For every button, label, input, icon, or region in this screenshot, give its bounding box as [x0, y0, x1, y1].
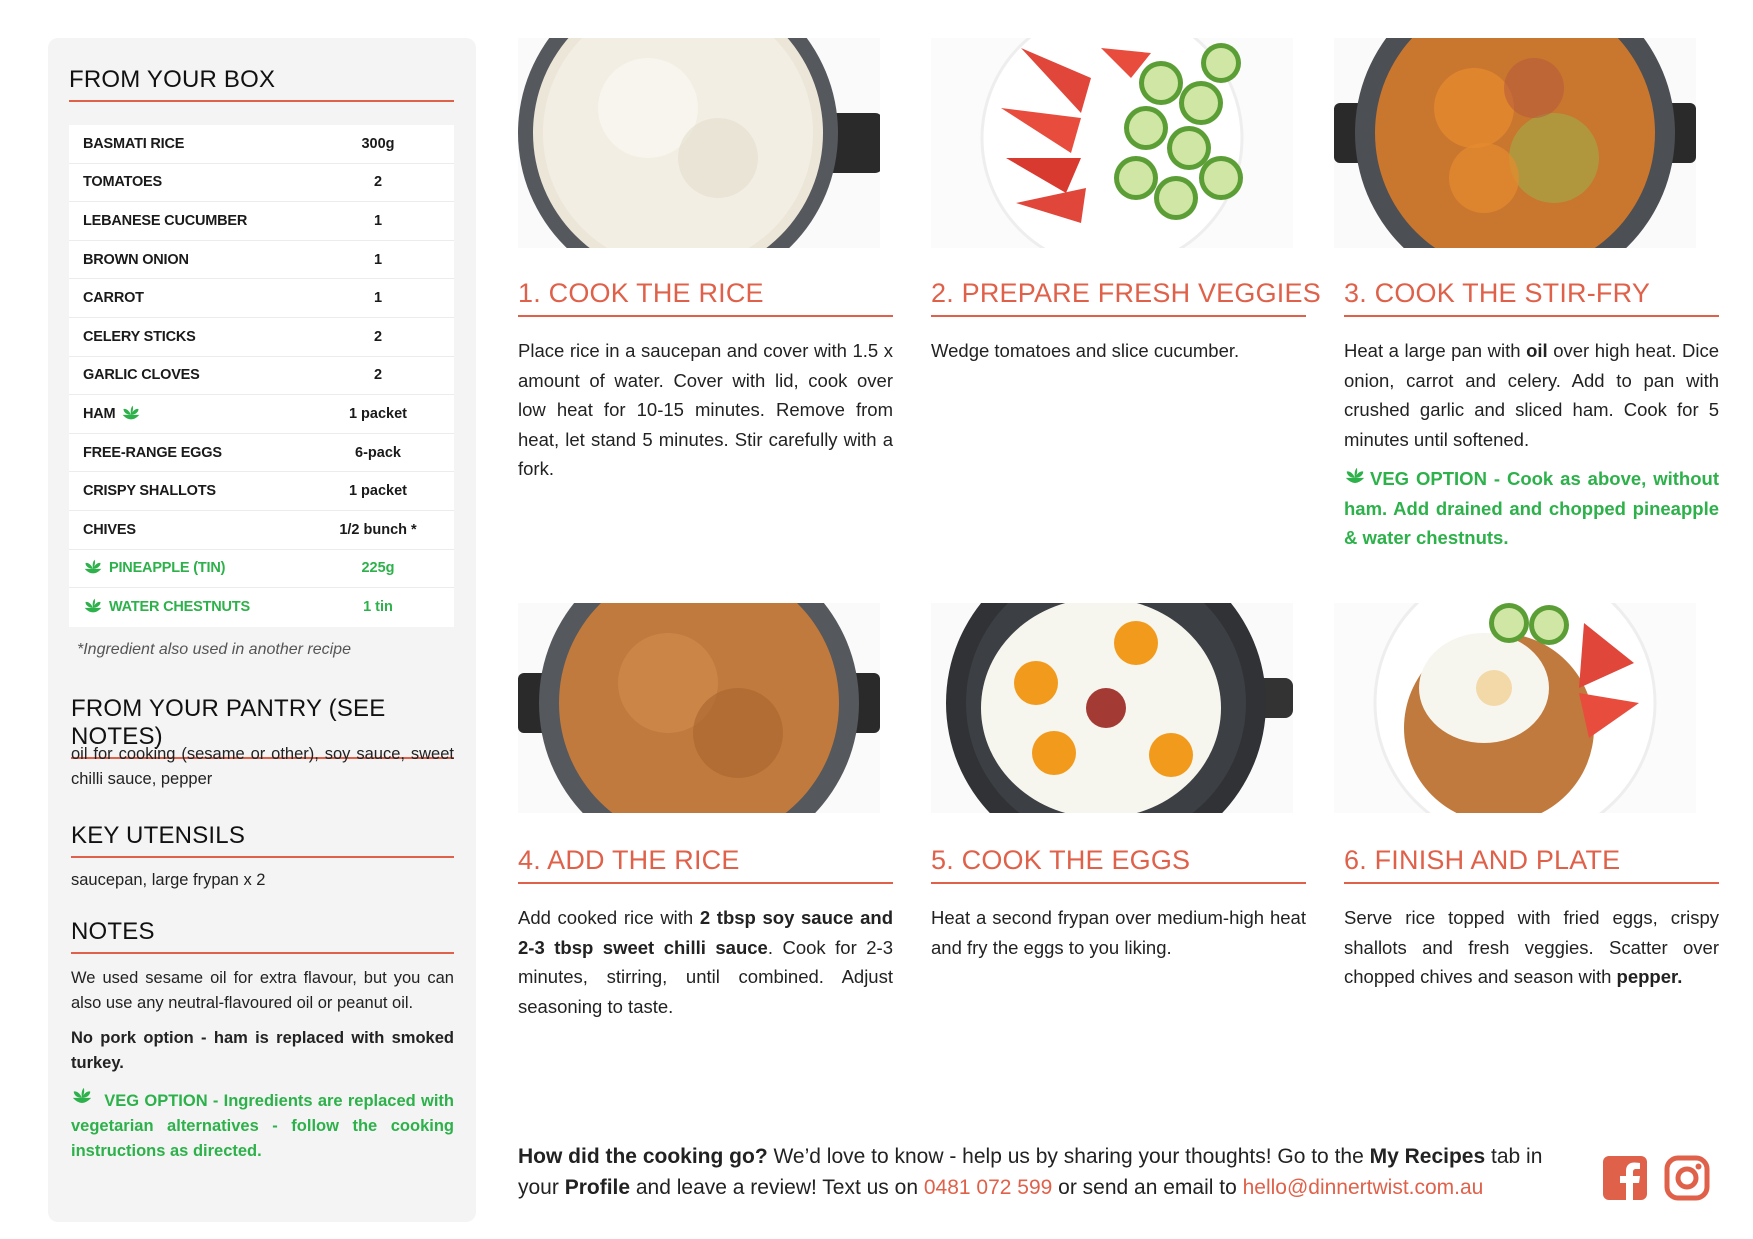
- ingredient-qty: 1 packet: [348, 405, 408, 422]
- notes-title: NOTES: [71, 918, 454, 954]
- step-2-title: 2. PREPARE FRESH VEGGIES: [931, 278, 1306, 317]
- my-recipes-link[interactable]: My Recipes: [1369, 1145, 1486, 1168]
- table-row: [69, 318, 454, 357]
- ingredient-name: HAM: [83, 405, 116, 422]
- ingredient-table: [69, 125, 454, 627]
- notes-text-2: No pork option - ham is replaced with smoked turkey.: [71, 1029, 454, 1072]
- utensils-title: KEY UTENSILS: [71, 822, 454, 858]
- ingredient-name-with-icon: [69, 558, 314, 578]
- feedback-footer: [518, 1141, 1578, 1203]
- ingredient-name: CHIVES: [83, 521, 136, 538]
- email-link[interactable]: hello@dinnertwist.com.au: [1242, 1176, 1484, 1199]
- photo-finished-plate: [1334, 603, 1696, 813]
- ingredient-name: GARLIC CLOVES: [83, 367, 200, 384]
- ingredient-name: TOMATOES: [83, 174, 162, 191]
- photo-fried-rice-pan: [518, 603, 880, 813]
- box-title: FROM YOUR BOX: [69, 66, 454, 102]
- phone-link[interactable]: 0481 072 599: [923, 1176, 1053, 1199]
- instagram-icon[interactable]: [1664, 1155, 1710, 1201]
- ingredient-qty: 2: [373, 367, 383, 384]
- table-row: [69, 279, 454, 318]
- ingredient-qty: 2: [373, 328, 383, 345]
- step-6-text-a: Serve rice topped with fried eggs, crispy shallots and fresh veggies. Scatter over chopped chives and season with: [1344, 907, 1719, 987]
- notes-veg: [71, 1086, 454, 1164]
- table-row: [69, 434, 454, 473]
- step-5-text: Heat a second frypan over medium-high heat and fry the eggs to you liking.: [931, 907, 1306, 958]
- step-3-text-c: over high heat. Dice onion, carrot and celery. Add to pan with crushed garlic and sliced ham. Cook for 5 minutes until softened.: [1344, 340, 1720, 450]
- ingredient-qty: 300g: [361, 135, 395, 152]
- facebook-icon[interactable]: [1602, 1155, 1648, 1201]
- footer-text-1: We’d love to know - help us by sharing your thoughts! Go to the: [767, 1145, 1370, 1168]
- pantry-title: FROM YOUR PANTRY (SEE NOTES): [71, 695, 454, 759]
- ingredient-name: PINEAPPLE (TIN): [109, 560, 226, 577]
- step-3-text-a: Heat a large pan with: [1344, 340, 1527, 361]
- notes-text-1: We used sesame oil for extra flavour, but you can also use any neutral-flavoured oil or peanut oil.: [71, 969, 454, 1012]
- step-4-title: 4. ADD THE RICE: [518, 845, 893, 884]
- step-4-text-c: . Cook for 2-3 minutes, stirring, until combined. Adjust seasoning to taste.: [518, 936, 893, 1017]
- ingredient-name-with-icon: [69, 597, 314, 617]
- table-row: [69, 511, 454, 550]
- step-1-title: 1. COOK THE RICE: [518, 278, 893, 317]
- step-3-text: [1344, 336, 1719, 454]
- table-row: [69, 202, 454, 241]
- step-6-text-bold: pepper.: [1616, 966, 1683, 987]
- table-row: [69, 357, 454, 396]
- ingredient-name: BASMATI RICE: [83, 135, 185, 152]
- ingredient-qty: 6-pack: [355, 444, 401, 461]
- step-3-veg-text: VEG OPTION - Cook as above, without ham. Add drained and chopped pineapple & water chestnuts.: [1344, 468, 1719, 548]
- table-row: [69, 241, 454, 280]
- profile-link[interactable]: Profile: [564, 1176, 631, 1199]
- veg-leaf-icon: [1344, 466, 1366, 488]
- footer-question: How did the cooking go?: [518, 1145, 768, 1168]
- photo-fresh-veggies: [931, 38, 1293, 248]
- ingredient-footnote: *Ingredient also used in another recipe: [77, 641, 351, 658]
- footer-text-3: and leave a review! Text us on: [630, 1176, 924, 1199]
- table-row-veg: [69, 550, 454, 589]
- step-6-text: [1344, 903, 1719, 992]
- ingredient-name-with-icon: [69, 404, 314, 424]
- ingredient-name: LEBANESE CUCUMBER: [83, 212, 248, 229]
- step-5-title: 5. COOK THE EGGS: [931, 845, 1306, 884]
- table-row: [69, 472, 454, 511]
- veg-leaf-icon: [71, 1086, 93, 1108]
- step-1-text: Place rice in a saucepan and cover with 1.5 x amount of water. Cover with lid, cook over low heat for 10-15 minutes. Remove from heat, let stand 5 minutes. Stir carefully with a fork.: [518, 340, 893, 479]
- ingredient-name: FREE-RANGE EGGS: [83, 444, 222, 461]
- step-3-veg-option: [1344, 464, 1719, 553]
- utensils-text: saucepan, large frypan x 2: [71, 871, 266, 889]
- ingredient-qty: 1: [373, 251, 383, 268]
- table-row: [69, 395, 454, 434]
- ingredient-name: CRISPY SHALLOTS: [83, 483, 216, 500]
- ingredient-qty: 1 packet: [348, 483, 408, 500]
- ingredient-name: WATER CHESTNUTS: [109, 599, 250, 616]
- notes-veg-text: VEG OPTION - Ingredients are replaced with vegetarian alternatives - follow the cooking instructions as directed.: [71, 1092, 454, 1160]
- ingredient-qty: 225g: [361, 560, 395, 577]
- ingredient-qty: 1: [373, 212, 383, 229]
- photo-fried-eggs: [931, 603, 1293, 813]
- veg-leaf-icon: [121, 404, 141, 424]
- step-4-text-bold: 2 tbsp soy sauce and 2-3 tbsp sweet chilli sauce: [518, 907, 893, 958]
- step-4-text-a: Add cooked rice with: [518, 907, 700, 928]
- pantry-text: oil for cooking (sesame or other), soy sauce, sweet chilli sauce, pepper: [71, 745, 454, 788]
- table-row: [69, 125, 454, 164]
- step-4-text: [518, 903, 893, 1021]
- veg-leaf-icon: [83, 558, 103, 578]
- ingredient-qty: 1 tin: [363, 599, 393, 616]
- footer-text-4: or send an email to: [1052, 1176, 1243, 1199]
- ingredient-name: CARROT: [83, 290, 144, 307]
- step-6-title: 6. FINISH AND PLATE: [1344, 845, 1719, 884]
- ingredient-name: CELERY STICKS: [83, 328, 196, 345]
- ingredient-qty: 2: [373, 174, 383, 191]
- ingredient-name: BROWN ONION: [83, 251, 189, 268]
- veg-leaf-icon: [83, 597, 103, 617]
- step-2-text: Wedge tomatoes and slice cucumber.: [931, 340, 1240, 361]
- photo-rice-pot: [518, 38, 880, 248]
- table-row: [69, 164, 454, 203]
- step-3-text-bold: oil: [1526, 340, 1548, 361]
- table-row-veg: [69, 588, 454, 627]
- step-3-title: 3. COOK THE STIR-FRY: [1344, 278, 1719, 317]
- photo-stir-fry: [1334, 38, 1696, 248]
- ingredient-qty: 1/2 bunch *: [339, 521, 417, 538]
- ingredient-qty: 1: [373, 290, 383, 307]
- footer-text-2: tab in your: [518, 1145, 1543, 1199]
